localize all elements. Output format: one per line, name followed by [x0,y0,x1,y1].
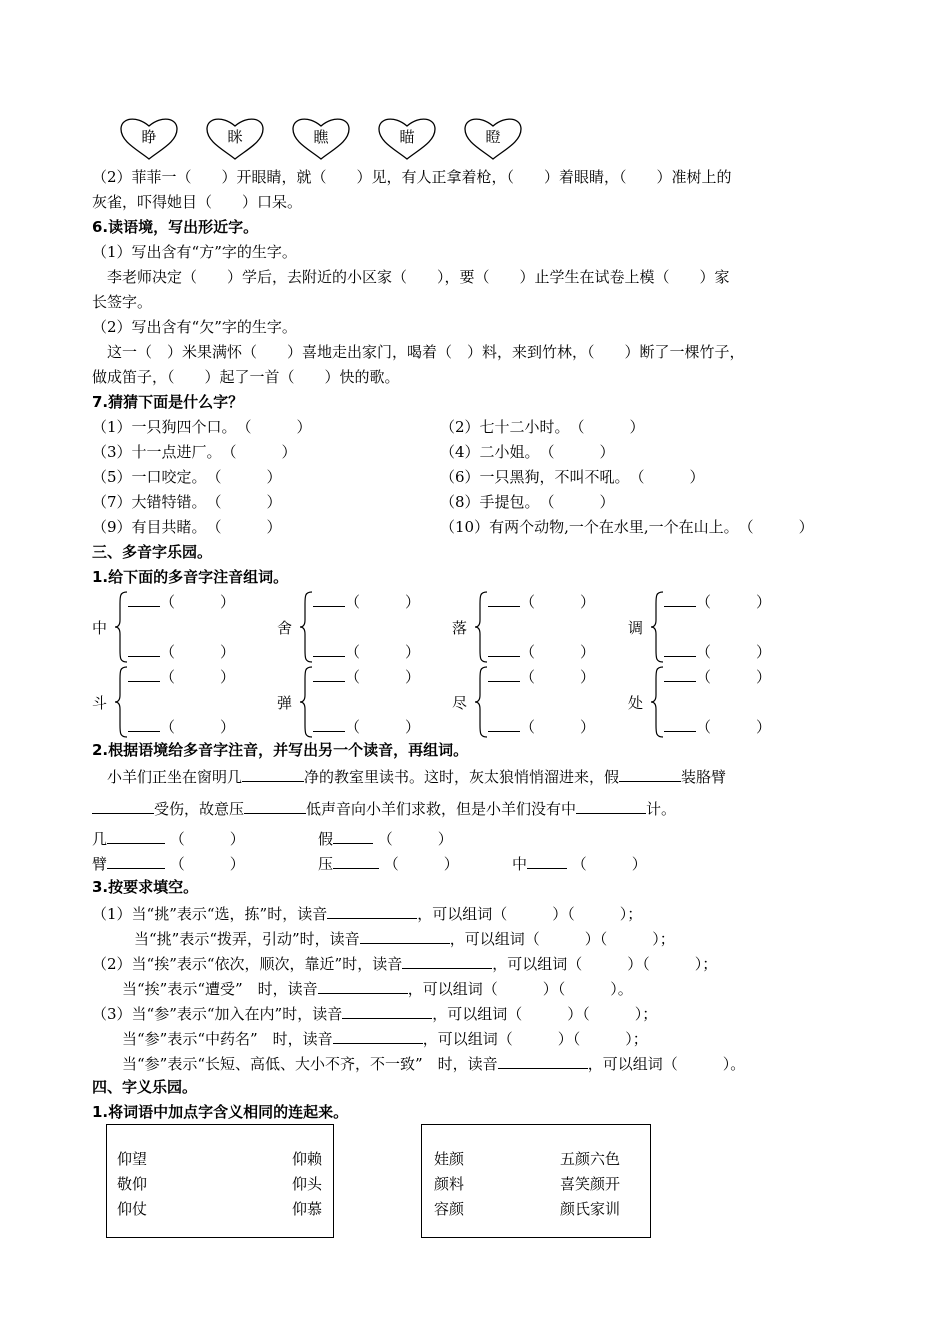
matching-box-1 [106,1124,334,1238]
polyphone-group: 弹 （ ） （ ） [277,665,467,741]
section-heading: 1.将词语中加点字含义相同的连起来。 [92,1103,349,1121]
blank[interactable] [107,827,165,844]
section-heading: 2.根据语境给多音字注音，并写出另一个读音，再组词。 [92,741,469,759]
blank[interactable] [360,927,450,944]
match-word[interactable]: 仰望 [117,1150,148,1168]
question-line: 做成笛子，（ ）起了一首（ ）快的歌。 [92,368,400,386]
blank[interactable] [107,852,165,869]
part-heading: 四、字义乐园。 [92,1078,198,1096]
match-word[interactable]: 娃颜 [434,1150,465,1168]
pinyin-blank[interactable] [664,665,696,682]
fill-row: 当“挨”表示“遭受” 时，读音 ，可以组词（ ）（ ）。 [92,977,633,999]
pinyin-blank[interactable] [128,590,160,607]
question-line: 这一（ ）米果满怀（ ）喜地走出家门，喝着（ ）料，来到竹林，（ ）断了一棵竹子， [92,343,745,361]
polyphone-char: 中 [92,619,108,637]
blank[interactable] [333,1027,423,1044]
match-word[interactable]: 仰慕 [292,1200,323,1218]
question-line: （1）写出含有“方”字的生字。 [92,243,297,261]
answer-row: 几 （ ） [92,827,245,849]
blank[interactable] [527,852,567,869]
riddle-item: （4）二小姐。 （ ） [440,443,615,461]
match-word[interactable]: 颜料 [434,1175,465,1193]
polyphone-char: 尽 [452,694,468,712]
match-word[interactable]: 仰头 [292,1175,323,1193]
fill-row: 当“参”表示“长短、高低、大小不齐，不一致” 时，读音 ，可以组词（ ）。 [92,1052,745,1074]
match-word[interactable]: 敬仰 [117,1175,148,1193]
blank[interactable] [402,952,492,969]
matching-box-2 [421,1124,651,1238]
polyphone-group: 尽 （ ） （ ） [452,665,642,741]
pinyin-blank[interactable] [488,715,520,732]
question-line: 长签字。 [92,293,153,311]
riddle-item: （7）大错特错。 （ ） [92,493,282,511]
heart-char: 瞪 [485,128,501,146]
question-line: 灰雀，吓得她目（ ）口呆。 [92,193,303,211]
riddle-item: （9）有目共睹。 （ ） [92,518,282,536]
blank[interactable] [576,797,646,814]
polyphone-char: 落 [452,619,468,637]
context-paragraph: 小羊们正坐在窗明几 净的教室里读书。这时，灰太狼悄悄溜进来，假 装胳臂 [92,765,726,787]
blank[interactable] [619,765,681,782]
part-heading: 三、多音字乐园。 [92,543,213,561]
polyphone-group: 落 （ ） （ ） [452,590,642,666]
riddle-item: （1）一只狗四个口。 （ ） [92,418,312,436]
section-heading: 3.按要求填空。 [92,878,199,896]
polyphone-group: 中 （ ） （ ） [92,590,282,666]
polyphone-char: 调 [628,619,644,637]
context-paragraph: 受伤，故意压 低声音向小羊们求救，但是小羊们没有中 计。 [92,797,676,819]
heart-word-card [290,112,352,162]
blank[interactable] [242,765,304,782]
riddle-item: （10）有两个动物,一个在水里,一个在山上。 （ ） [440,518,814,536]
blank[interactable] [327,902,417,919]
heart-word-card [462,112,524,162]
fill-row: 当“参”表示“中药名” 时，读音 ，可以组词（ ）（ ）； [92,1027,648,1049]
polyphone-char: 处 [628,694,644,712]
blank[interactable] [92,797,154,814]
polyphone-group: 处 （ ） （ ） [628,665,818,741]
riddle-item: （3）十一点进厂。 （ ） [92,443,297,461]
question-line: （2）菲菲一（ ）开眼睛，就（ ）见，有人正拿着枪，（ ）着眼睛，（ ）准树上的 [92,168,732,186]
match-word[interactable]: 仰仗 [117,1200,148,1218]
pinyin-blank[interactable] [313,715,345,732]
pinyin-blank[interactable] [313,640,345,657]
blank[interactable] [498,1052,588,1069]
answer-row: 臂 （ ） [92,852,245,874]
pinyin-blank[interactable] [664,590,696,607]
polyphone-char: 舍 [277,619,293,637]
riddle-item: （2）七十二小时。 （ ） [440,418,645,436]
blank[interactable] [342,1002,432,1019]
match-word[interactable]: 喜笑颜开 [560,1175,621,1193]
fill-row: 当“挑”表示“拨弄，引动”时，读音 ，可以组词（ ）（ ）； [104,927,675,949]
heart-char: 瞧 [313,128,329,146]
question-line: 李老师决定（ ）学后，去附近的小区家（ ），要（ ）止学生在试卷上模（ ）家 [92,268,730,286]
fill-row: （1）当“挑”表示“选，拣”时，读音 ，可以组词（ ）（ ）； [92,902,642,924]
question-line: （2）写出含有“欠”字的生字。 [92,318,297,336]
polyphone-group: 舍 （ ） （ ） [277,590,467,666]
match-word[interactable]: 颜氏家训 [560,1200,621,1218]
polyphone-char: 斗 [92,694,108,712]
pinyin-blank[interactable] [488,665,520,682]
fill-row: （2）当“挨”表示“依次，顺次，靠近”时，读音 ，可以组词（ ）（ ）； [92,952,717,974]
pinyin-blank[interactable] [313,590,345,607]
blank[interactable] [333,852,379,869]
section-heading: 6.读语境，写出形近字。 [92,218,259,236]
blank[interactable] [244,797,306,814]
pinyin-blank[interactable] [128,665,160,682]
pinyin-blank[interactable] [128,640,160,657]
match-word[interactable]: 容颜 [434,1200,465,1218]
answer-row: 压 （ ） [318,852,459,874]
section-heading: 7.猜猜下面是什么字？ [92,393,244,411]
pinyin-blank[interactable] [128,715,160,732]
heart-word-card [118,112,180,162]
riddle-item: （6）一只黑狗，不叫不吼。 （ ） [440,468,705,486]
answer-row: 中 （ ） [512,852,647,874]
heart-char: 瞄 [399,128,415,146]
pinyin-blank[interactable] [664,715,696,732]
blank[interactable] [333,827,373,844]
section-heading: 1.给下面的多音字注音组词。 [92,568,289,586]
answer-row: 假 （ ） [318,827,453,849]
riddle-item: （8）手提包。 （ ） [440,493,615,511]
polyphone-group: 调 （ ） （ ） [628,590,818,666]
polyphone-char: 弹 [277,694,293,712]
polyphone-group: 斗 （ ） （ ） [92,665,282,741]
heart-char: 眯 [227,128,243,146]
pinyin-blank[interactable] [488,590,520,607]
match-word[interactable]: 仰赖 [292,1150,323,1168]
fill-row: （3）当“参”表示“加入在内”时，读音 ，可以组词（ ）（ ）； [92,1002,657,1024]
riddle-item: （5）一口咬定。 （ ） [92,468,282,486]
pinyin-blank[interactable] [664,640,696,657]
pinyin-blank[interactable] [488,640,520,657]
match-word[interactable]: 五颜六色 [560,1150,621,1168]
heart-char: 睁 [141,128,157,146]
blank[interactable] [318,977,408,994]
heart-word-card [204,112,266,162]
heart-word-card [376,112,438,162]
pinyin-blank[interactable] [313,665,345,682]
